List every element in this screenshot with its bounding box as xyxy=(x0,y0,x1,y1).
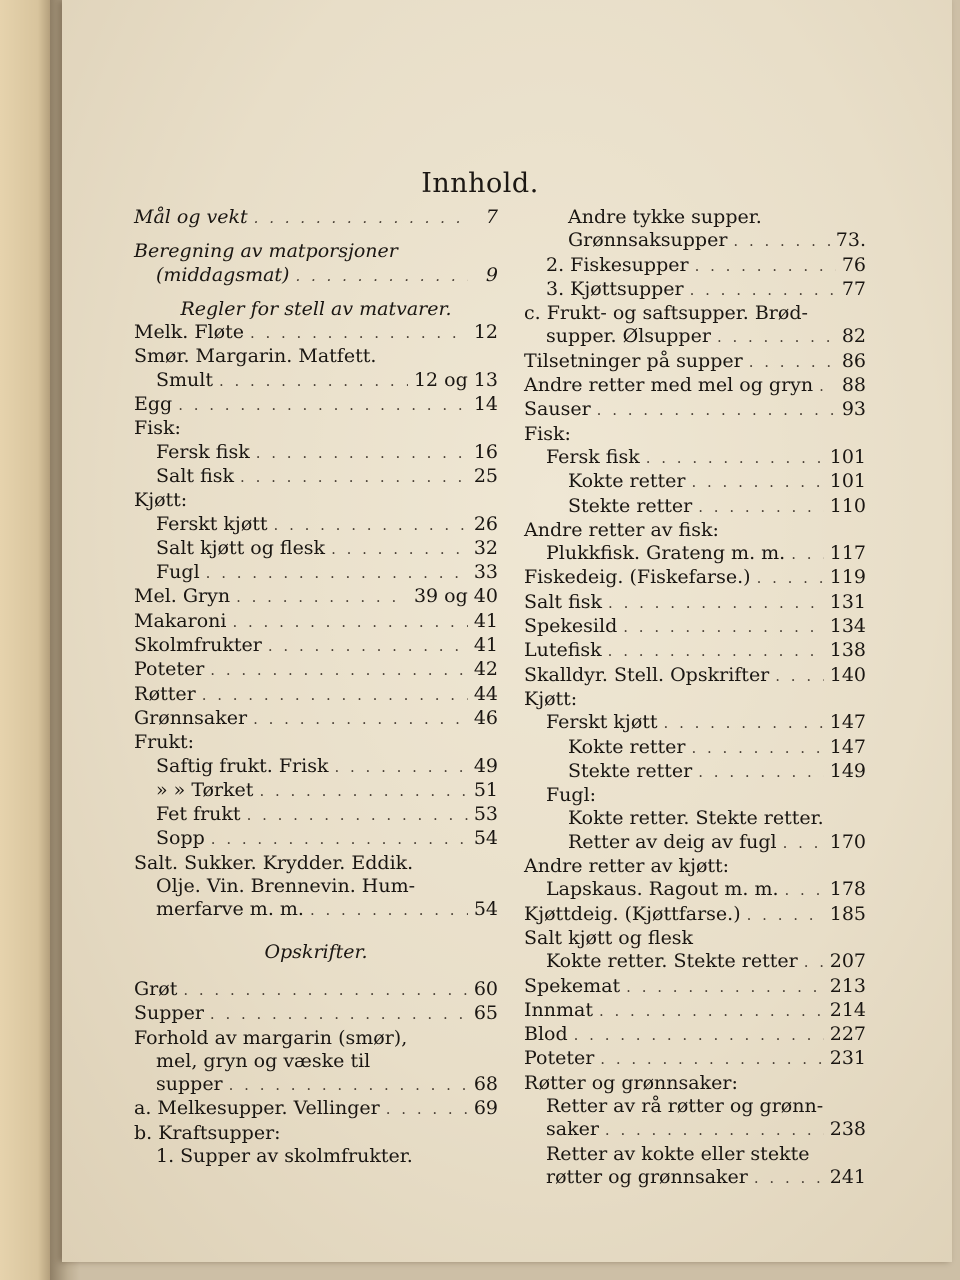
toc-label: 3. Kjøttsupper xyxy=(546,277,684,300)
toc-label: Kjøttdeig. (Kjøttfarse.) xyxy=(524,902,741,925)
toc-page: 60 xyxy=(473,977,498,1000)
dot-leader xyxy=(783,832,824,855)
toc-entry-tilsetninger[interactable] xyxy=(524,350,866,374)
toc-entry-skalldyr[interactable] xyxy=(524,664,866,688)
dot-leader xyxy=(206,562,468,585)
toc-page: 241 xyxy=(829,1165,866,1188)
toc-line: Forhold av margarin (smør), xyxy=(134,1026,408,1049)
toc-entry-kokte-kjott[interactable] xyxy=(524,736,866,760)
dot-leader xyxy=(819,375,836,398)
dot-leader xyxy=(331,538,468,561)
toc-page: 14 xyxy=(473,393,498,416)
toc-page: 12 xyxy=(473,321,498,344)
toc-label: Blod xyxy=(524,1023,568,1046)
toc-page: 138 xyxy=(829,639,866,662)
toc-page: 65 xyxy=(473,1002,498,1025)
toc-page: 49 xyxy=(473,754,498,777)
toc-label: Andre retter med mel og gryn xyxy=(524,374,814,397)
toc-label: Fiskedeig. (Fiskefarse.) xyxy=(524,566,751,589)
toc-page: 231 xyxy=(829,1047,866,1070)
toc-page: 44 xyxy=(473,682,498,705)
toc-label: Kokte retter xyxy=(568,470,686,493)
toc-label: Lapskaus. Ragout m. m. xyxy=(546,878,779,901)
toc-page: 54 xyxy=(473,827,498,850)
toc-label: 2. Fiskesupper xyxy=(546,253,689,276)
dot-leader xyxy=(608,640,824,663)
toc-line: Fugl: xyxy=(546,784,597,807)
toc-line: Andre retter av kjøtt: xyxy=(524,855,730,878)
toc-label: Saftig frukt. Frisk xyxy=(156,754,329,777)
toc-label: Egg xyxy=(134,393,173,416)
toc-label: merfarve m. m. xyxy=(156,898,304,921)
toc-label: Melk. Fløte xyxy=(134,321,244,344)
toc-entry-fersk-fisk-r[interactable] xyxy=(524,446,866,470)
dot-leader xyxy=(236,586,408,609)
toc-line: Salt. Sukker. Krydder. Eddik. xyxy=(134,851,414,874)
toc-entry-gronnsaksupper[interactable] xyxy=(524,229,866,253)
toc-label: røtter og grønnsaker xyxy=(546,1165,748,1188)
dot-leader xyxy=(274,514,468,537)
toc-entry-poteter[interactable] xyxy=(134,658,498,682)
dot-leader xyxy=(178,394,468,417)
dot-leader xyxy=(310,899,468,922)
dot-leader xyxy=(691,737,823,760)
toc-entry-poteter-r[interactable] xyxy=(524,1047,866,1071)
toc-entry-fiskedeig[interactable] xyxy=(524,566,866,590)
toc-line: Røtter og grønnsaker: xyxy=(524,1071,738,1094)
toc-page: 134 xyxy=(829,615,866,638)
toc-page: 147 xyxy=(829,711,866,734)
toc-page: 69 xyxy=(473,1097,498,1120)
dot-leader xyxy=(210,659,468,682)
toc-entry-lutefisk[interactable] xyxy=(524,639,866,663)
toc-label: a. Melkesupper. Vellinger xyxy=(134,1097,380,1120)
toc-label: Ferskt kjøtt xyxy=(546,711,658,734)
toc-label: Røtter xyxy=(134,682,196,705)
toc-label: Fugl xyxy=(156,561,200,584)
spacer xyxy=(134,288,498,298)
toc-label: Skolmfrukter xyxy=(134,634,262,657)
toc-entry-ferskt-kjott[interactable] xyxy=(134,513,498,537)
toc-label: Poteter xyxy=(524,1047,595,1070)
toc-page: 214 xyxy=(829,998,866,1021)
toc-page: 213 xyxy=(829,974,866,997)
toc-line: c. Frukt- og saftsupper. Brød- xyxy=(524,302,808,325)
toc-page: 51 xyxy=(473,778,498,801)
dot-leader xyxy=(211,828,468,851)
toc-page: 147 xyxy=(829,735,866,758)
dot-leader xyxy=(183,979,467,1002)
toc-label: Smult xyxy=(156,368,213,391)
toc-entry-mel[interactable] xyxy=(134,585,498,609)
toc-entry-salt-kjott[interactable] xyxy=(134,537,498,561)
toc-entry-forhold[interactable] xyxy=(134,1073,498,1097)
toc-page: 178 xyxy=(829,878,866,901)
toc-page: 7 xyxy=(485,206,498,228)
toc-label: supper xyxy=(156,1073,223,1096)
toc-label: Mål og vekt xyxy=(134,206,248,228)
toc-line: Retter av kokte eller stekte xyxy=(546,1142,810,1165)
toc-label: Grøt xyxy=(134,977,178,1000)
dot-leader xyxy=(698,496,823,519)
toc-label: (middagsmat) xyxy=(156,263,290,286)
toc-label: supper. Ølsupper xyxy=(546,325,711,348)
dot-leader xyxy=(791,543,824,566)
dot-leader xyxy=(599,1000,824,1023)
toc-page: 238 xyxy=(829,1118,866,1141)
dot-leader xyxy=(757,567,824,590)
dot-leader xyxy=(268,635,468,658)
section-heading-regler: Regler for stell av matvarer. xyxy=(180,297,452,320)
dot-leader xyxy=(229,1074,468,1097)
toc-label: Fersk fisk xyxy=(156,440,250,463)
toc-entry-beregning[interactable] xyxy=(134,264,498,288)
dot-leader xyxy=(646,447,824,470)
toc-entry-supper[interactable] xyxy=(134,1002,498,1026)
toc-entry-melkesupper[interactable] xyxy=(134,1097,498,1121)
toc-page: 117 xyxy=(829,542,866,565)
toc-page: 32 xyxy=(473,536,498,559)
toc-page: 39 og 40 xyxy=(413,585,498,608)
toc-page: 82 xyxy=(841,325,866,348)
toc-page: 140 xyxy=(829,663,866,686)
toc-entry-merfarve[interactable] xyxy=(134,898,498,922)
toc-entry-rotter[interactable] xyxy=(134,683,498,707)
toc-label: Innmat xyxy=(524,998,593,1021)
dot-leader xyxy=(386,1098,468,1121)
toc-page: 12 og 13 xyxy=(413,368,498,391)
dot-leader xyxy=(219,370,408,393)
toc-page: 76 xyxy=(841,253,866,276)
toc-column-left xyxy=(134,206,498,1168)
toc-entry-spekemat[interactable] xyxy=(524,975,866,999)
dot-leader xyxy=(600,1048,823,1071)
dot-leader xyxy=(626,976,824,999)
dot-leader xyxy=(574,1024,824,1047)
toc-page: 53 xyxy=(473,803,498,826)
toc-label: Lutefisk xyxy=(524,639,602,662)
dot-leader xyxy=(202,684,468,707)
toc-label: Sauser xyxy=(524,398,591,421)
toc-entry-innmat[interactable] xyxy=(524,999,866,1023)
toc-entry-saftig[interactable] xyxy=(134,755,498,779)
toc-entry-spekesild[interactable] xyxy=(524,615,866,639)
toc-line: Fisk: xyxy=(134,417,181,440)
toc-label: Stekte retter xyxy=(568,759,693,782)
dot-leader xyxy=(295,265,468,288)
toc-label: Tilsetninger på supper xyxy=(524,349,743,372)
toc-label: Mel. Gryn xyxy=(134,585,231,608)
toc-line: b. Kraftsupper: xyxy=(134,1121,281,1144)
toc-entry-fugl[interactable] xyxy=(134,561,498,585)
toc-page: 77 xyxy=(841,277,866,300)
toc-page: 41 xyxy=(473,634,498,657)
toc-line: Andre retter av fisk: xyxy=(524,518,719,541)
toc-label: » » Tørket xyxy=(156,778,254,801)
dot-leader xyxy=(605,1119,824,1142)
dot-leader xyxy=(256,442,468,465)
toc-line: mel, gryn og væske til xyxy=(156,1049,371,1072)
toc-label: Kokte retter. Stekte retter xyxy=(546,950,798,973)
dot-leader xyxy=(804,951,824,974)
dot-leader xyxy=(259,780,467,803)
toc-label: Supper xyxy=(134,1002,204,1025)
toc-page: 207 xyxy=(829,950,866,973)
toc-page: 88 xyxy=(841,374,866,397)
toc-line: 1. Supper av skolmfrukter. xyxy=(156,1144,413,1167)
toc-line: Kjøtt: xyxy=(524,687,578,710)
toc-label: Retter av deig av fugl xyxy=(568,830,777,853)
toc-line: Frukt: xyxy=(134,731,195,754)
toc-entry-kjottdeig[interactable] xyxy=(524,903,866,927)
toc-label: Grønnsaksupper xyxy=(568,229,728,252)
toc-entry-kokte-fisk[interactable] xyxy=(524,470,866,494)
toc-label: Poteter xyxy=(134,658,205,681)
toc-page: 33 xyxy=(473,561,498,584)
toc-entry-salt-fisk[interactable] xyxy=(134,465,498,489)
toc-page: 101 xyxy=(829,445,866,468)
dot-leader xyxy=(733,230,829,253)
section-heading-opskrifter: Opskrifter. xyxy=(264,940,368,963)
dot-leader xyxy=(334,756,467,779)
toc-label: Grønnsaker xyxy=(134,706,248,729)
dot-leader xyxy=(691,471,823,494)
dot-leader xyxy=(250,322,468,345)
dot-leader xyxy=(608,592,824,615)
toc-entry-salt-fisk-r[interactable] xyxy=(524,591,866,615)
toc-label: Salt fisk xyxy=(156,464,235,487)
toc-page: 110 xyxy=(829,494,866,517)
toc-entry-blod[interactable] xyxy=(524,1023,866,1047)
dot-leader xyxy=(754,1167,824,1190)
toc-page: 101 xyxy=(829,470,866,493)
dot-leader xyxy=(664,712,824,735)
toc-entry-sopp[interactable] xyxy=(134,827,498,851)
toc-page: 119 xyxy=(829,566,866,589)
toc-entry-smult[interactable] xyxy=(134,369,498,393)
toc-line: Salt kjøtt og flesk xyxy=(524,926,694,949)
toc-entry-andre-mel[interactable] xyxy=(524,374,866,398)
toc-entry-olsupper[interactable] xyxy=(524,325,866,349)
toc-label: Fet frukt xyxy=(156,803,241,826)
toc-page: 42 xyxy=(473,658,498,681)
dot-leader xyxy=(785,879,824,902)
toc-label: saker xyxy=(546,1118,599,1141)
toc-entry-kokte-rotter[interactable] xyxy=(524,1166,866,1190)
dot-leader xyxy=(247,804,468,827)
toc-entry-kjottsupper[interactable] xyxy=(524,278,866,302)
toc-line: Fisk: xyxy=(524,422,571,445)
toc-page: 41 xyxy=(473,609,498,632)
toc-entry-skolmfrukter[interactable] xyxy=(134,634,498,658)
toc-line: Olje. Vin. Brennevin. Hum- xyxy=(156,875,416,898)
toc-entry-salt-kokte[interactable] xyxy=(524,950,866,974)
page-title: Innhold. xyxy=(421,168,539,199)
toc-line: Retter av rå røtter og grønn- xyxy=(546,1094,824,1117)
dot-leader xyxy=(254,207,468,230)
dot-leader xyxy=(747,904,824,927)
dot-leader xyxy=(210,1003,468,1026)
dot-leader xyxy=(623,616,823,639)
toc-entry-egg[interactable] xyxy=(134,393,498,417)
toc-page: 46 xyxy=(473,706,498,729)
toc-entry-stekte-kjott[interactable] xyxy=(524,760,866,784)
toc-entry-plukkfisk[interactable] xyxy=(524,542,866,566)
toc-entry-ra-rotter[interactable] xyxy=(524,1118,866,1142)
toc-entry-lapskaus[interactable] xyxy=(524,878,866,902)
toc-line: Kjøtt: xyxy=(134,489,188,512)
toc-page: 86 xyxy=(841,349,866,372)
dot-leader xyxy=(253,708,468,731)
dot-leader xyxy=(232,611,467,634)
toc-page: 25 xyxy=(473,464,498,487)
toc-entry-fet-frukt[interactable] xyxy=(134,803,498,827)
toc-entry-fersk-fisk[interactable] xyxy=(134,441,498,465)
dot-leader xyxy=(690,279,836,302)
toc-entry-melk[interactable] xyxy=(134,321,498,345)
toc-line: Kokte retter. Stekte retter. xyxy=(568,807,824,830)
dot-leader xyxy=(717,326,836,349)
dot-leader xyxy=(749,351,836,374)
toc-label: Skalldyr. Stell. Opskrifter xyxy=(524,663,770,686)
toc-entry-gronnsaker[interactable] xyxy=(134,707,498,731)
toc-page: 93 xyxy=(841,398,866,421)
dot-leader xyxy=(695,255,836,278)
toc-page: 131 xyxy=(829,590,866,613)
toc-label: Ferskt kjøtt xyxy=(156,512,268,535)
dot-leader xyxy=(698,761,823,784)
spacer xyxy=(134,230,498,240)
toc-label: Plukkfisk. Grateng m. m. xyxy=(546,542,786,565)
toc-page: 185 xyxy=(829,902,866,925)
toc-entry-torket[interactable] xyxy=(134,779,498,803)
toc-entry-ferskt-kjott-r[interactable] xyxy=(524,711,866,735)
toc-page: 227 xyxy=(829,1023,866,1046)
toc-line: Andre tykke supper. xyxy=(568,206,762,228)
toc-page: 16 xyxy=(473,440,498,463)
toc-label: Salt kjøtt og flesk xyxy=(156,536,326,559)
toc-label: Stekte retter xyxy=(568,494,693,517)
toc-label: Salt fisk xyxy=(524,590,603,613)
toc-entry-sauser[interactable] xyxy=(524,398,866,422)
toc-entry-makaroni[interactable] xyxy=(134,610,498,634)
toc-entry-mal[interactable] xyxy=(134,206,498,230)
toc-label: Spekemat xyxy=(524,974,621,997)
toc-entry-fiskesupper[interactable] xyxy=(524,254,866,278)
toc-column-right xyxy=(524,206,866,1190)
toc-label: Sopp xyxy=(156,827,205,850)
dot-leader xyxy=(775,665,823,688)
toc-page: 73. xyxy=(835,229,866,252)
dot-leader xyxy=(240,466,468,489)
toc-label: Fersk fisk xyxy=(546,445,640,468)
toc-entry-fugl-deig[interactable] xyxy=(524,831,866,855)
toc-page: 68 xyxy=(473,1073,498,1096)
toc-entry-grot[interactable] xyxy=(134,978,498,1002)
toc-page: 170 xyxy=(829,830,866,853)
toc-label: Makaroni xyxy=(134,609,227,632)
toc-label: Spekesild xyxy=(524,615,618,638)
toc-label: Kokte retter xyxy=(568,735,686,758)
toc-line: Smør. Margarin. Matfett. xyxy=(134,345,377,368)
toc-page: 26 xyxy=(473,512,498,535)
toc-page: 9 xyxy=(485,263,498,286)
toc-page: 54 xyxy=(473,898,498,921)
toc-entry-stekte-fisk[interactable] xyxy=(524,495,866,519)
toc-line: Beregning av matporsjoner xyxy=(134,240,398,263)
dot-leader xyxy=(597,399,836,422)
toc-page: 149 xyxy=(829,759,866,782)
